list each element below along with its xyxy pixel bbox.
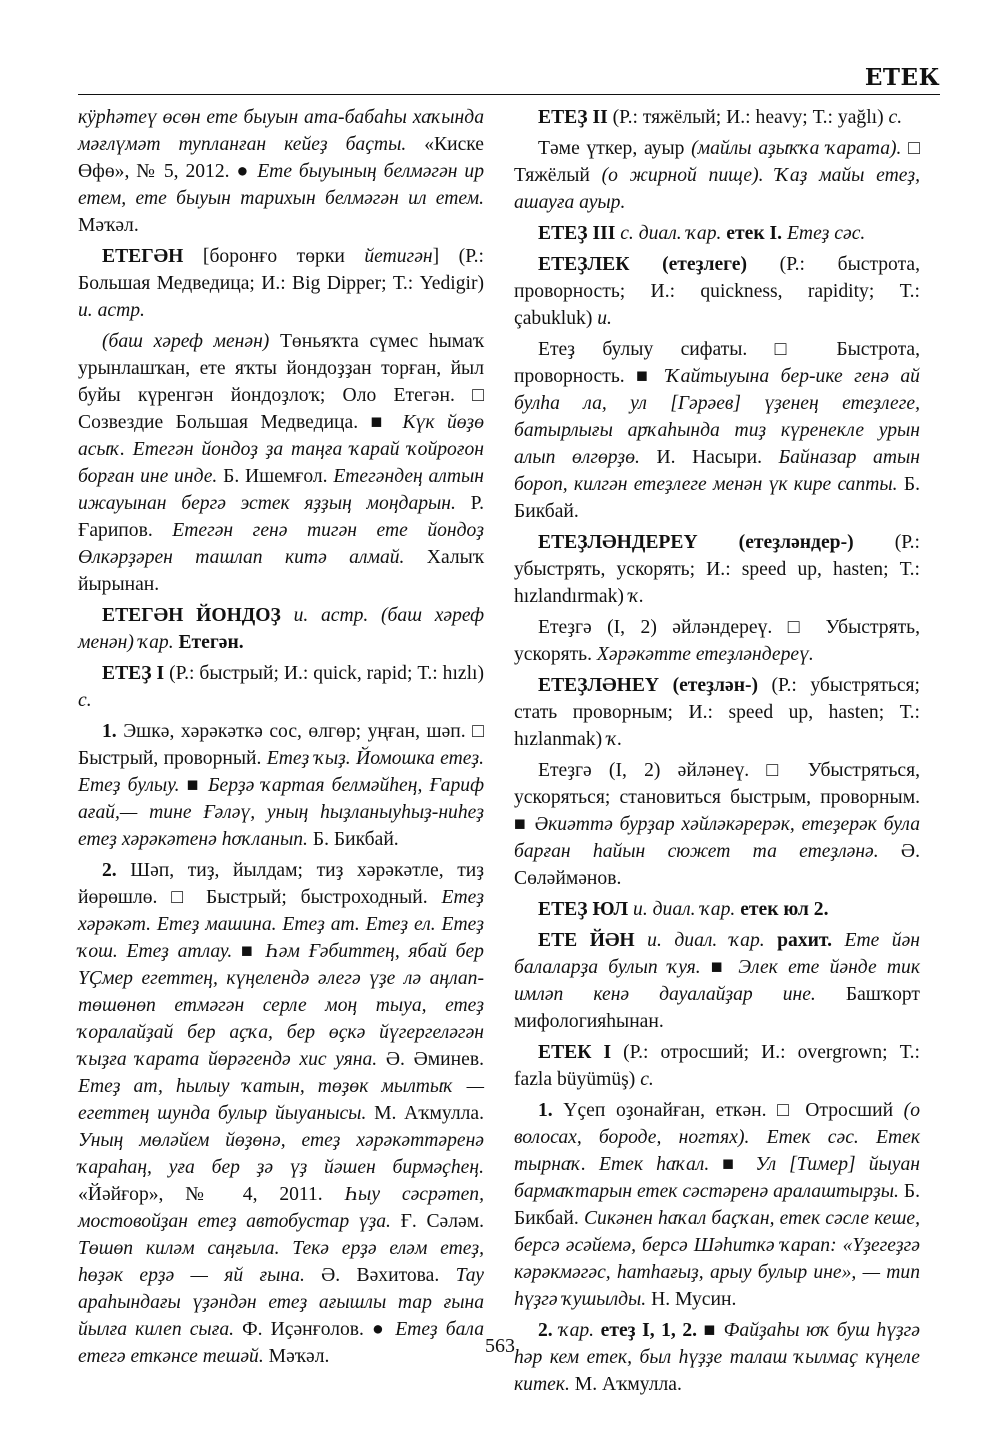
definition-text: ■ xyxy=(697,1320,724,1341)
headword: 2. xyxy=(538,1320,553,1341)
definition-text: Мәҡәл. xyxy=(78,215,139,236)
example-text: Етеҙ ҡыҙ. Йомошка етеҙ. Етеҙ булыу. xyxy=(78,748,484,796)
dictionary-paragraph xyxy=(514,1039,920,1093)
definition-text: Н. Мусин. xyxy=(646,1289,737,1310)
definition-text: Р. Ғарипов. xyxy=(78,493,484,541)
definition-text: ■ xyxy=(514,814,535,835)
definition-text: [боронғо төрки xyxy=(183,246,365,267)
dictionary-paragraph xyxy=(78,660,484,714)
headword: ЕТЕҘ ЮЛ xyxy=(538,899,629,920)
example-text: с. диал. ҡар. xyxy=(615,223,722,244)
example-text: Һәм Ғәбиттең, ябай бер ҮҪмер егеттең, күңелендә әлегә үҙе лә аңлап-төшөнөп етмәгән серле моң тыуа, етеҙ ҡоралайҙай бер аҫҡа, бер өҫкә йүгергеләгән ҡыҙға ҡарата йөрәгендә хис уяна. xyxy=(78,941,484,1070)
page-number: 563 xyxy=(485,1335,515,1357)
dictionary-paragraph xyxy=(78,718,484,853)
definition-text: Халыҡ йырынан. xyxy=(78,547,484,595)
example-text: Уның мөләйем йөҙөнә, етеҙ хәрәкәттәренә ҡараһаң, уға бер ҙә үҙ йәшен бирмәҫһең. xyxy=(78,1130,484,1178)
definition-text: ■ xyxy=(700,957,739,978)
definition-text: Башҡорт мифологияһынан. xyxy=(514,984,920,1032)
definition-text: Етеҙгә (I, 2) әйләндереү. □ Убыстрять, ускорять. xyxy=(514,617,920,665)
definition-text: (Р.: быстрота, проворность; И.: quickness, rapidity; Т.: çabukluk) xyxy=(514,254,920,329)
dictionary-paragraph xyxy=(78,602,484,656)
definition-text: Б. Ишемғол. xyxy=(217,466,334,487)
headword: ЕТЕ ЙӘН xyxy=(538,930,635,951)
example-text: Төшөп киләм саңғыла. Текә ерҙә еләм етеҙ, һөҙәк ерҙә — яй ғына. xyxy=(78,1238,484,1286)
example-text: Элек ете йәнде тик имләп кенә дауалайҙар ине. xyxy=(514,957,920,1005)
definition-text: Б. Бикбай. xyxy=(307,829,399,850)
example-text: (баш хәреф менән) xyxy=(102,331,270,352)
example-text: Ҡайтыуына бер-ике генә ай булһа ла, ул [Гәрәев] үҙенең етеҙлеге, батырлығы арҡаһында тиҙ күренекле урын алып өлгөрҙө. xyxy=(514,366,920,468)
example-text: и. диал. ҡар. xyxy=(634,930,765,951)
definition-text: И. Насыри. xyxy=(639,447,779,468)
definition-text: ] (Р.: Большая Медведица; И.: Big Dipper; Т.: Yedigir) xyxy=(78,246,484,294)
running-head: ЕТЕК xyxy=(864,64,940,91)
dictionary-paragraph xyxy=(78,243,484,324)
definition-text: Ғ. Сәләм. xyxy=(390,1211,485,1232)
headword: ЕТЕҘЛӘНЕҮ (етеҙлән-) xyxy=(538,675,759,696)
example-text: Берҙә ҡартая белмәйһең, Ғариф ағай,— тине Ғәләү, уның һыҙланыуһыҙ-ниһеҙ етеҙ хәрәкәтенә һоҡланып. xyxy=(78,775,484,850)
definition-text: ■ xyxy=(636,366,666,387)
definition-text: М. Аҡмулла. xyxy=(569,1374,682,1395)
headword: 1. xyxy=(538,1100,553,1121)
example-text: Етегәндең алтын ижауынан бергә эстек яҙҙың моңдарын. xyxy=(78,466,484,514)
dictionary-paragraph xyxy=(514,896,920,923)
dictionary-paragraph xyxy=(514,104,920,131)
definition-text: Мәҡәл. xyxy=(263,1346,330,1367)
example-text: с. xyxy=(78,690,92,711)
example-text: Сикәнен һаҡал баҫҡан, етек сәсле кеше, берсә әсәйемә, берсә Шәһиткә ҡарап: «Үҙегеҙгә кәрәкмәгәс, һатһағыҙ, арыу булыр ине», — тип һүҙгә ҡушылды. xyxy=(514,1208,921,1310)
definition-text: (Р.: убыстрять, ускорять; И.: speed up, hasten; Т.: hızlandırmak) xyxy=(514,532,921,607)
dictionary-paragraph xyxy=(514,135,920,216)
definition-text: Төньяҡта сүмес һымаҡ урынлашҡан, ете яҡты йондоҙҙан торған, йыл буйы күренгән йондоҙлоҡ; Оло Етегән. □ Созвездие Большая Медведица. xyxy=(78,331,484,433)
headword: ЕТЕҘ II xyxy=(538,107,608,128)
definition-text: (Р.: тяжёлый; И.: heavy; Т.: yağlı) xyxy=(607,107,889,128)
dictionary-paragraph xyxy=(514,1097,920,1313)
definition-text: Етеҙ булыу сифаты. □ Быстрота, проворность. xyxy=(514,339,920,387)
example-text: (о волосах, бороде, ногтях). Етек сәс. Етек тырнаҡ. Етек һаҡал. xyxy=(514,1100,920,1175)
example-text: и. xyxy=(597,308,612,329)
example-text: (о жирной пище). Ҡаҙ майы етеҙ, ашауға ауыр. xyxy=(514,165,921,213)
example-text: Тау араһындағы үҙәндән етеҙ ағышлы тар ғына йылға килеп сыға. xyxy=(78,1265,485,1340)
example-text: Етегән генә тигән ете йондоҙ Өлкәрҙәрен ташлап китә алмай. xyxy=(78,520,484,568)
example-text: Етеҙ бала етегә еткәнсе тешәй. xyxy=(78,1319,484,1367)
example-text: с. xyxy=(640,1069,654,1090)
definition-text: Тәме үткер, ауыр xyxy=(538,138,692,159)
definition-text: (Р.: быстрый; И.: quick, rapid; Т.: hızlı) xyxy=(164,663,485,684)
headword: ЕТЕГӘН xyxy=(102,246,184,267)
definition-text: Эшкә, хәрәкәткә сос, өлгөр; уңған, шәп. □ Быстрый, проворный. xyxy=(78,721,484,769)
example-text: Ул [Тимер] йыуан бармаҡтарын етек сәстәренә аралаштырҙы. xyxy=(514,1154,920,1202)
example-text: Етеҙ сәс. xyxy=(782,223,866,244)
example-text: Ете быуының белмәгән ир етем, ете быуын тарихын белмәгән ил етем. xyxy=(78,161,484,209)
definition-text: «Йәйғор», № 4, 2011. xyxy=(78,1184,345,1205)
headword: рахит. xyxy=(764,930,832,951)
dictionary-paragraph xyxy=(514,757,920,892)
example-text: Етеҙ хәрәкәт. Етеҙ машина. Етеҙ ат. Етеҙ ел. Етеҙ ҡош. Етеҙ атлау. xyxy=(78,887,484,962)
dictionary-paragraph xyxy=(78,104,484,239)
headword: етек I. xyxy=(721,223,783,244)
example-text: и. астр. (баш хәреф менән) ҡар. xyxy=(78,605,485,653)
headword: етеҙ I, 1, 2. xyxy=(594,1320,698,1341)
dictionary-paragraph xyxy=(514,529,920,610)
definition-text: ■ xyxy=(709,1154,756,1175)
dictionary-paragraph xyxy=(78,328,484,598)
example-text: с. xyxy=(888,107,903,128)
dictionary-paragraph xyxy=(514,336,920,525)
example-text: Хәрәкәтте етеҙләндереү. xyxy=(596,644,814,665)
example-text: Күк йөҙө асыҡ. Етегән йондоҙ ҙа таңға ҡарай ҡойроғон борған ине инде. xyxy=(78,412,484,487)
example-text: и. астр. xyxy=(78,300,145,321)
definition-text: (Р.: убыстряться; стать проворным; И.: speed up, hasten; Т.: hızlanmak) xyxy=(514,675,920,750)
example-text: Етеҙ ат, һылыу ҡатын, төҙөк мылтыҡ — егеттең шунда булыр йыуанысы. xyxy=(78,1076,484,1124)
headword: ЕТЕГӘН ЙОНДОҘ xyxy=(102,605,281,626)
definition-text: «Киске Өфө», № 5, 2012. xyxy=(78,134,484,182)
headword: 1. xyxy=(102,721,117,742)
example-text: (майлы аҙыҡҡа ҡарата). xyxy=(691,138,902,159)
example-text: ҡар. xyxy=(552,1320,595,1341)
headword: ЕТЕҘ I xyxy=(102,663,165,684)
definition-text: М. Аҡмулла. xyxy=(366,1103,484,1124)
definition-text: Ә. Сөләймәнов. xyxy=(514,841,920,889)
headword: ЕТЕҘЛЕК (етеҙлеге) xyxy=(538,254,748,275)
definition-text: ■ xyxy=(370,412,403,433)
definition-text: Б. Бикбай. xyxy=(514,1181,920,1229)
definition-text: Үҫеп оҙонайған, еткән. □ Отросший xyxy=(552,1100,904,1121)
example-text: ҡ. xyxy=(607,729,623,750)
definition-text: Ә. Вәхитова. xyxy=(304,1265,456,1286)
dictionary-paragraph xyxy=(514,927,920,1035)
example-text: Әкиәттә бурҙар хәйләкәрерәк, етеҙерәк була барған һайын сюжет та етеҙләнә. xyxy=(514,814,920,862)
definition-text: (Р.: отросший; И.: overgrown; Т.: fazla büyümüş) xyxy=(514,1042,920,1090)
definition-text: ● xyxy=(236,161,258,182)
header-rule xyxy=(78,94,940,95)
definition-text: □ Тяжёлый xyxy=(514,138,920,186)
headword: ЕТЕҘ III xyxy=(538,223,616,244)
definition-text: Шәп, тиҙ, йылдам; тиҙ хәрәкәтле, тиҙ йөрөшлө. □ Быстрый; быстроходный. xyxy=(78,860,484,908)
example-text: кӱрһәтеү өсөн ете быуын ата-бабаһы хаҡында мәғлүмәт тупланған кейеҙ баҫты. xyxy=(78,107,484,155)
example-text: Байназар атын бороп, килгән етеҙлеге менән үк кире сапты. xyxy=(514,447,920,495)
definition-text: Ф. Иҫәнғолов. ● xyxy=(234,1319,396,1340)
definition-text: Етеҙгә (I, 2) әйләнеү. □ Убыстряться, ускоряться; становиться быстрым, проворным. xyxy=(514,760,920,808)
dictionary-paragraph xyxy=(514,251,920,332)
headword: 2. xyxy=(102,860,117,881)
left-column xyxy=(78,104,484,1374)
headword: ЕТЕК I xyxy=(538,1042,612,1063)
headword: ЕТЕҘЛӘНДЕРЕҮ (етеҙләндер-) xyxy=(538,532,854,553)
example-text: и. диал. ҡар. xyxy=(628,899,736,920)
example-text: Ете йән балаларҙа булып ҡуя. xyxy=(514,930,921,978)
example-text: Һыу сәсрәтеп, мостовойҙан етеҙ автобустар үҙа. xyxy=(78,1184,485,1232)
dictionary-paragraph xyxy=(514,672,920,753)
example-text: ҡ. xyxy=(628,586,645,607)
example-text: йетигән xyxy=(364,246,433,267)
dictionary-paragraph xyxy=(514,614,920,668)
dictionary-paragraph xyxy=(514,220,920,247)
definition-text: Б. Бикбай. xyxy=(514,474,920,522)
definition-text: ■ xyxy=(179,775,208,796)
dictionary-paragraph xyxy=(78,857,484,1370)
definition-text: ■ xyxy=(232,941,266,962)
headword: Етегән. xyxy=(173,632,244,653)
headword: етек юл 2. xyxy=(735,899,829,920)
definition-text: Ә. Әминев. xyxy=(377,1049,485,1070)
example-text: Файҙаһы юҡ буш һүҙгә һәр кем етек, был һүҙҙе талаш ҡылмаҫ күңеле китек. xyxy=(514,1320,920,1395)
right-column xyxy=(514,104,920,1402)
